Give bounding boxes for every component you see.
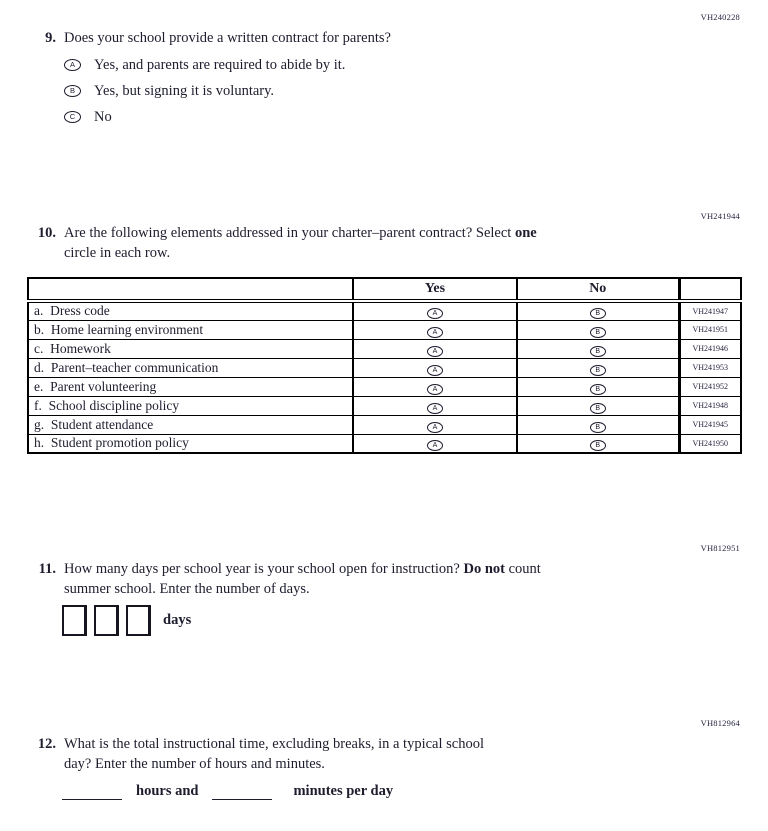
digit-box-2[interactable] xyxy=(94,605,119,636)
digit-box-3[interactable] xyxy=(126,605,151,636)
table-row xyxy=(28,301,741,320)
q10-row-label: e. Parent volunteering xyxy=(28,377,353,396)
q10-row-code: VH241948 xyxy=(679,396,741,415)
question-10-text-line2: circle in each row. xyxy=(64,245,171,261)
table-row xyxy=(28,320,741,339)
question-11-text-line2: summer school. Enter the number of days. xyxy=(64,581,310,597)
q10-row-code: VH241952 xyxy=(679,377,741,396)
question-9 xyxy=(28,28,391,48)
q10-header-row xyxy=(28,278,741,301)
q11-days-entry xyxy=(62,605,191,636)
yes-bubble[interactable]: A xyxy=(427,308,443,319)
question-11 xyxy=(28,559,541,599)
q10-row-label: h. Student promotion policy xyxy=(28,434,353,453)
table-row xyxy=(28,339,741,358)
days-unit-label: days xyxy=(163,612,192,628)
no-bubble[interactable]: B xyxy=(590,403,606,414)
yes-bubble[interactable]: A xyxy=(427,403,443,414)
question-10-number: 10. xyxy=(37,225,56,241)
q10-row-label: c. Homework xyxy=(28,339,353,358)
q10-row-label: f. School discipline policy xyxy=(28,396,353,415)
q10-row-label: b. Home learning environment xyxy=(28,320,353,339)
table-row xyxy=(28,377,741,396)
no-bubble[interactable]: B xyxy=(590,384,606,395)
minutes-label: minutes per day xyxy=(293,783,394,799)
yes-bubble[interactable]: A xyxy=(427,365,443,376)
no-bubble[interactable]: B xyxy=(590,327,606,338)
no-bubble[interactable]: B xyxy=(590,365,606,376)
table-row xyxy=(28,415,741,434)
q10-row-code: VH241950 xyxy=(679,434,741,453)
no-bubble[interactable]: B xyxy=(590,308,606,319)
question-12-code: VH812964 xyxy=(700,718,740,728)
yes-bubble[interactable]: A xyxy=(427,440,443,451)
question-11-number: 11. xyxy=(38,561,56,577)
answer-bubble-c[interactable]: C xyxy=(64,111,81,123)
question-10-code: VH241944 xyxy=(700,211,740,221)
q10-header-yes: Yes xyxy=(353,278,517,301)
q10-header-no: No xyxy=(517,278,679,301)
question-9-code: VH240228 xyxy=(700,12,740,22)
q9-option-a xyxy=(64,55,345,75)
yes-bubble[interactable]: A xyxy=(427,346,443,357)
no-bubble[interactable]: B xyxy=(590,422,606,433)
q10-table xyxy=(27,277,742,454)
answer-bubble-a[interactable]: A xyxy=(64,59,81,71)
question-12 xyxy=(28,734,484,774)
hours-blank[interactable] xyxy=(62,784,122,800)
question-9-number: 9. xyxy=(45,30,56,46)
answer-bubble-b[interactable]: B xyxy=(64,85,81,97)
question-11-code: VH812951 xyxy=(700,543,740,553)
question-12-text-line2: day? Enter the number of hours and minutes. xyxy=(64,756,325,772)
q9-option-b-label: Yes, but signing it is voluntary. xyxy=(94,83,275,99)
q10-header-code xyxy=(679,278,741,301)
question-12-number: 12. xyxy=(37,736,56,752)
no-bubble[interactable]: B xyxy=(590,346,606,357)
q9-option-c-label: No xyxy=(94,109,112,125)
q10-row-label: a. Dress code xyxy=(28,301,353,320)
q10-row-code: VH241951 xyxy=(679,320,741,339)
q10-row-code: VH241945 xyxy=(679,415,741,434)
q12-answer-line xyxy=(62,783,393,800)
table-row xyxy=(28,396,741,415)
no-bubble[interactable]: B xyxy=(590,440,606,451)
q10-row-label: g. Student attendance xyxy=(28,415,353,434)
question-11-text-line1: How many days per school year is your school open for instruction? Do not count xyxy=(64,561,541,577)
minutes-blank[interactable] xyxy=(212,784,272,800)
hours-label: hours and xyxy=(136,783,199,799)
question-10-text-line1: Are the following elements addressed in your charter–parent contract? Select one xyxy=(64,225,537,241)
question-9-text: Does your school provide a written contract for parents? xyxy=(64,30,391,46)
yes-bubble[interactable]: A xyxy=(427,384,443,395)
q10-row-label: d. Parent–teacher communication xyxy=(28,358,353,377)
table-row xyxy=(28,358,741,377)
q10-row-code: VH241946 xyxy=(679,339,741,358)
question-10 xyxy=(28,223,537,263)
q10-row-code: VH241953 xyxy=(679,358,741,377)
digit-box-1[interactable] xyxy=(62,605,87,636)
q9-option-a-label: Yes, and parents are required to abide by it. xyxy=(94,57,346,73)
q10-row-code: VH241947 xyxy=(679,301,741,320)
q9-option-c xyxy=(64,107,112,127)
yes-bubble[interactable]: A xyxy=(427,422,443,433)
question-12-text-line1: What is the total instructional time, excluding breaks, in a typical school xyxy=(64,736,484,752)
q9-option-b xyxy=(64,81,274,101)
table-row xyxy=(28,434,741,453)
yes-bubble[interactable]: A xyxy=(427,327,443,338)
q10-header-empty xyxy=(28,278,353,301)
